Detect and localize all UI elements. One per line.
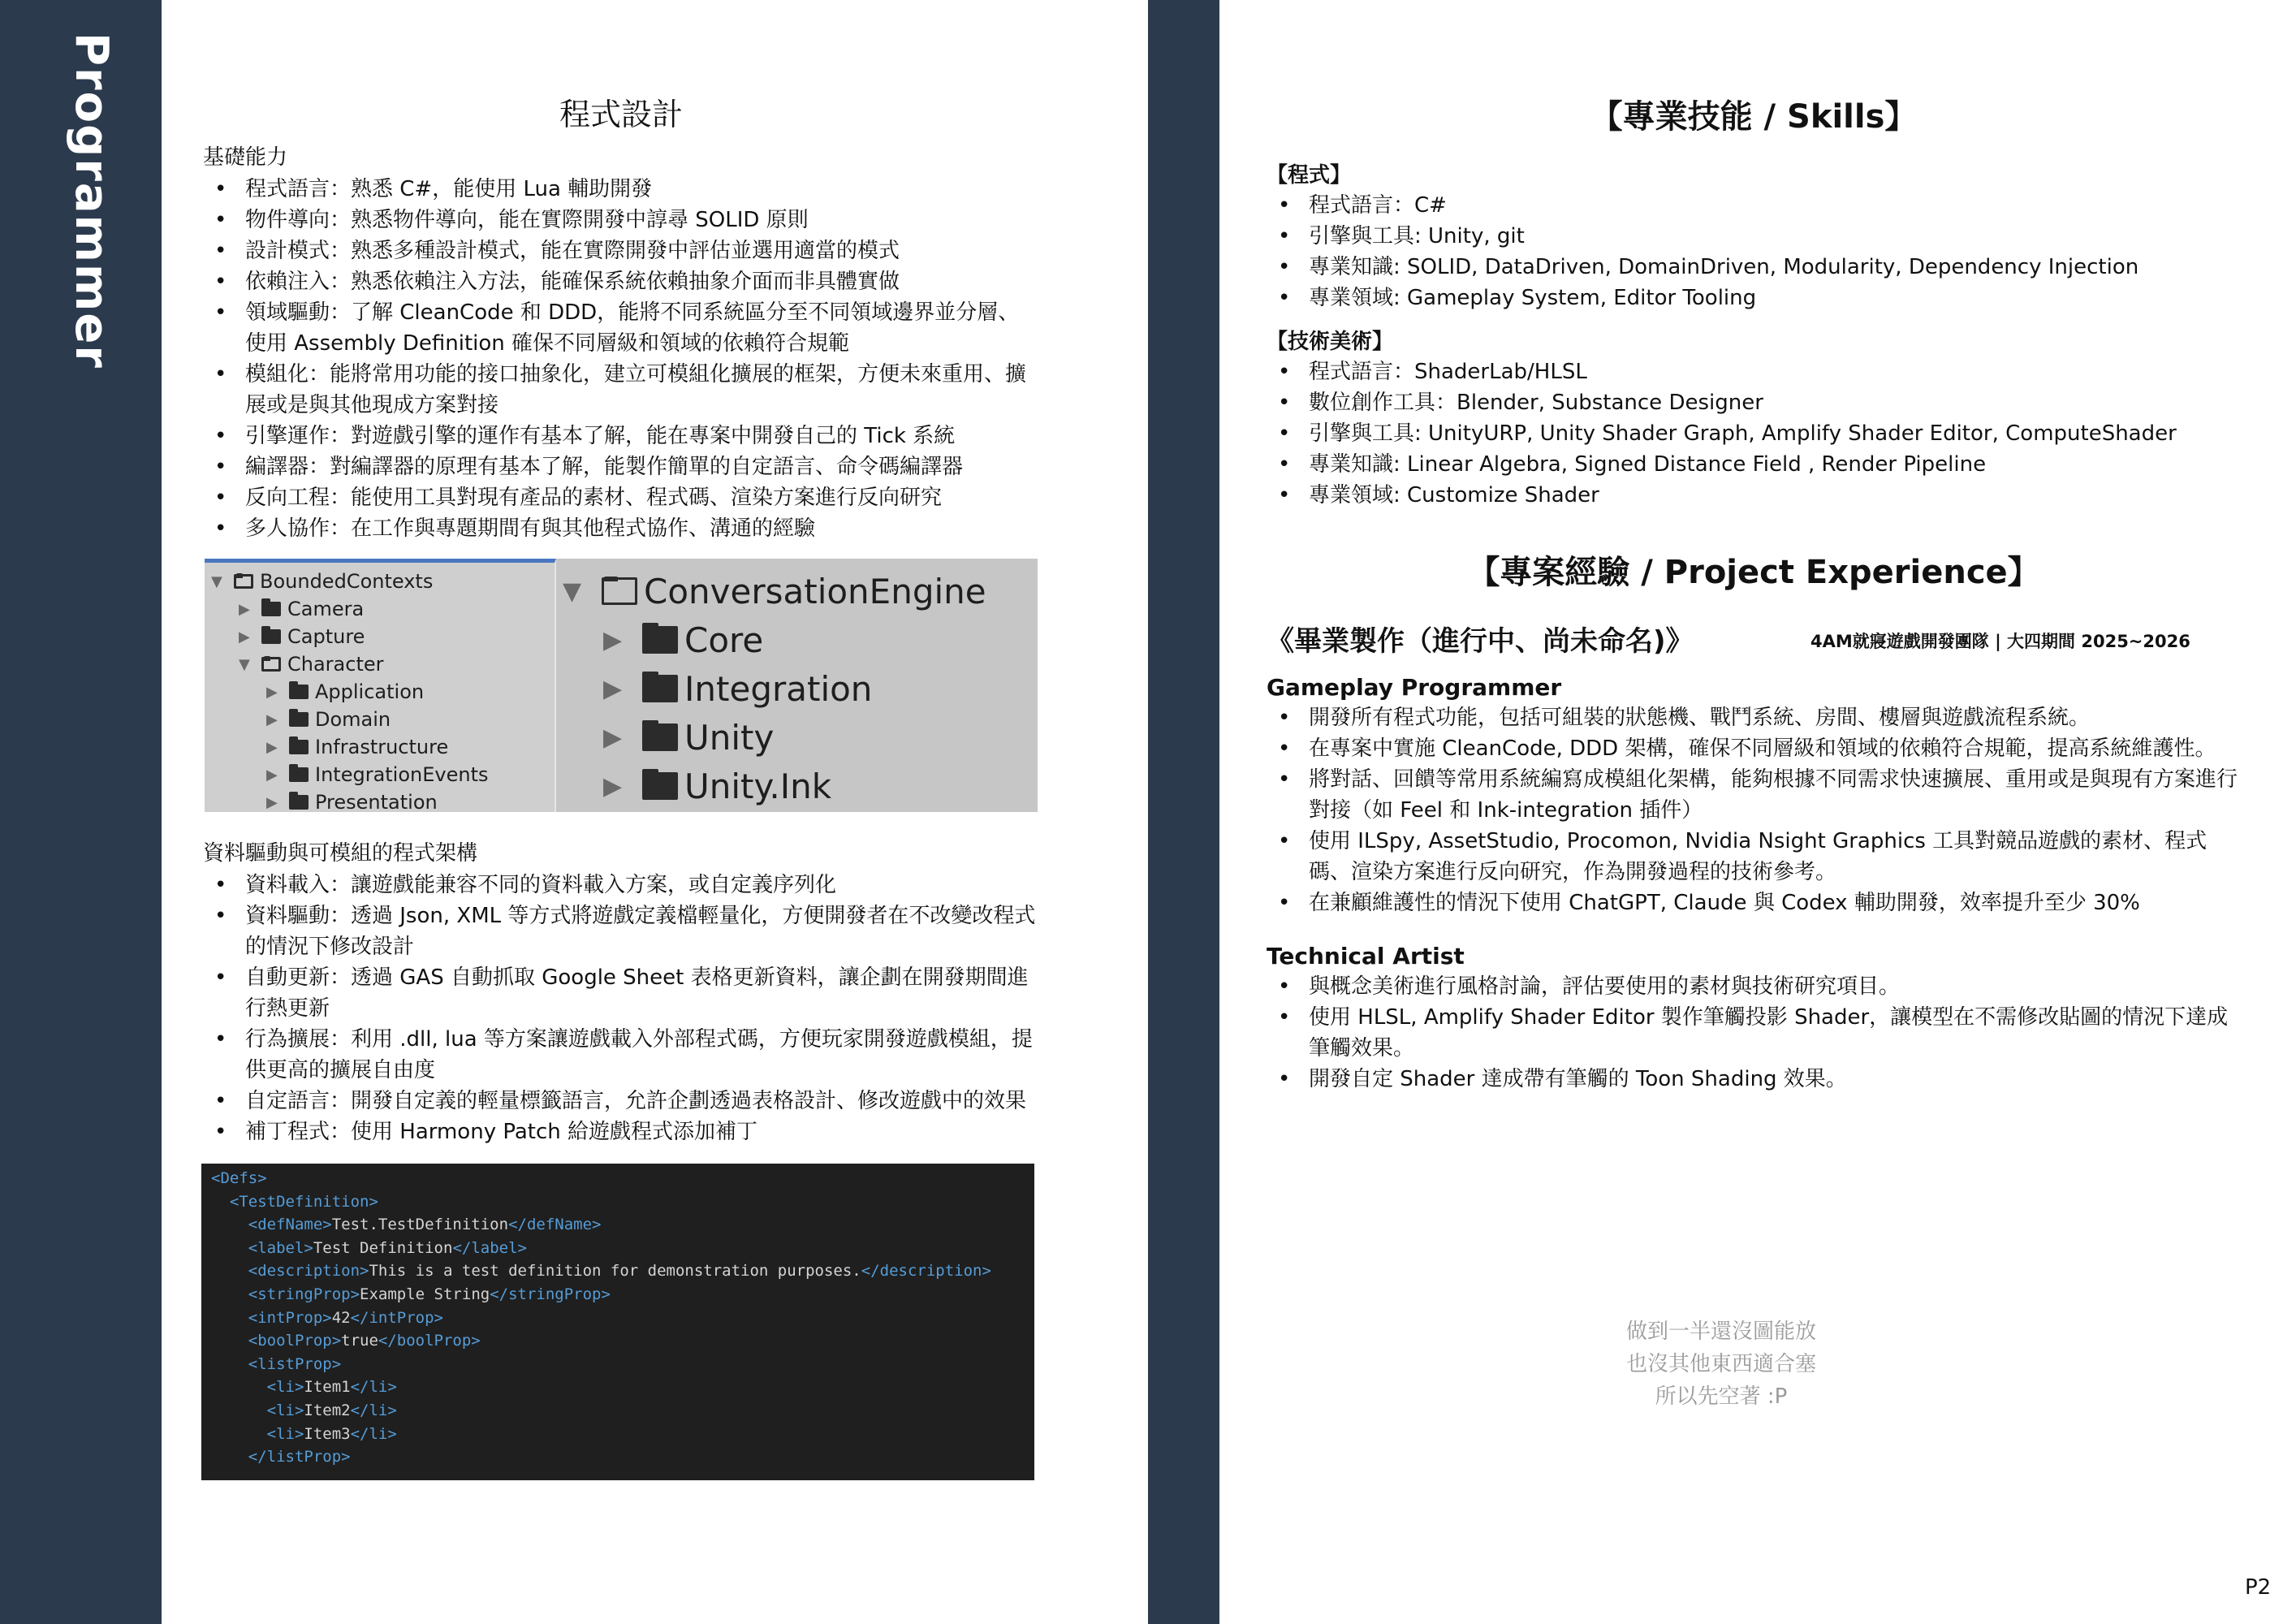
code-line: <listProp> [248, 1354, 342, 1373]
list-item: • 自定語言：開發自定義的輕量標籤語言，允許企劃透過表格設計、修改遊戲中的效果 [203, 1086, 1039, 1116]
placeholder-line: 所以先空著 :P [1655, 1384, 1788, 1409]
code-line: <li>Item2</li> [266, 1401, 397, 1419]
collapsed-triangle-icon: ▶ [266, 738, 278, 756]
code-line: </listProp> [248, 1448, 351, 1466]
data-driven-list [203, 870, 1039, 1147]
folder-icon [642, 772, 678, 800]
list-item: • 引擎與工具: Unity, git [1267, 221, 2241, 252]
skills-title: 【專業技能 / Skills】 [1590, 98, 1918, 136]
basic-skills-list [203, 174, 1039, 544]
code-line: <stringProp>Example String</stringProp> [248, 1285, 611, 1303]
folder-label: Capture [287, 625, 365, 648]
programming-heading: 【程式】 [1267, 163, 1352, 188]
list-item: • 補丁程式：使用 Harmony Patch 給遊戲程式添加補丁 [203, 1116, 1039, 1147]
folder-node [211, 678, 555, 706]
list-item: • 與概念美術進行風格討論，評估要使用的素材與技術研究項目。 [1267, 971, 2241, 1002]
programming-skills-list [1267, 190, 2241, 313]
folder-label: IntegrationEvents [315, 763, 489, 786]
expanded-triangle-icon: ▼ [211, 572, 222, 590]
folder-label: Application [315, 680, 425, 703]
expanded-triangle-icon: ▼ [239, 655, 250, 673]
list-item: • 數位創作工具：Blender, Substance Designer [1267, 387, 2241, 418]
folder-node [563, 664, 1038, 713]
folder-label: Unity [684, 717, 775, 758]
folder-label: Core [684, 620, 764, 660]
folder-icon [261, 602, 281, 616]
placeholder-line: 做到一半還沒圖能放 [1625, 1320, 1816, 1344]
list-item: • 編譯器：對編譯器的原理有基本了解，能製作簡單的自定語言、命令碼編譯器 [203, 451, 1039, 482]
collapsed-triangle-icon: ▶ [266, 766, 278, 784]
folder-label: BoundedContexts [260, 570, 434, 593]
folder-label: ConversationEngine [644, 571, 986, 611]
tech-art-skills-list [1267, 356, 2241, 511]
folder-label: Presentation [315, 791, 438, 814]
placeholder-line: 也沒其他東西適合塞 [1625, 1352, 1816, 1376]
collapsed-triangle-icon: ▶ [239, 600, 250, 618]
code-line: <boolProp>true</boolProp> [248, 1332, 481, 1350]
folder-node [211, 761, 555, 788]
folder-icon [289, 767, 309, 782]
folder-label: Camera [287, 598, 365, 620]
folder-icon [642, 723, 678, 751]
expanded-triangle-icon: ▼ [563, 577, 582, 606]
placeholder-note [1543, 1315, 1900, 1413]
folder-icon [289, 712, 309, 727]
list-item: • 在兼顧維護性的情況下使用 ChatGPT, Claude 與 Codex 輔助開發，效率提升至少 30% [1267, 888, 2241, 918]
page-divider-band [1148, 0, 1219, 1624]
project-name: 《畢業製作（進行中、尚未命名)》 [1267, 625, 1694, 658]
folder-open-icon [234, 574, 253, 589]
list-item: • 開發所有程式功能，包括可組裝的狀態機、戰鬥系統、房間、樓層與遊戲流程系統。 [1267, 702, 2241, 733]
conversation-engine-tree [556, 559, 1038, 812]
folder-open-icon [602, 577, 637, 605]
folder-node [211, 595, 555, 623]
list-item: • 領域驅動：了解 CleanCode 和 DDD，能將不同系統區分至不同領域邊界並分層、使用 Assembly Definition 確保不同層級和領域的依賴符合規範 [203, 297, 1039, 359]
list-item: • 使用 HLSL, Amplify Shader Editor 製作筆觸投影 Shader，讓模型在不需修改貼圖的情況下達成筆觸效果。 [1267, 1002, 2241, 1064]
left-page [203, 89, 1039, 1480]
list-item: • 引擎運作：對遊戲引擎的運作有基本了解，能在專案中開發自己的 Tick 系統 [203, 421, 1039, 451]
list-item: • 程式語言：C# [1267, 190, 2241, 221]
list-item: • 資料驅動：透過 Json, XML 等方式將遊戲定義檔輕量化，方便開發者在不改變改程式的情況下修改設計 [203, 901, 1039, 962]
gameplay-role-heading: Gameplay Programmer [1267, 674, 1562, 701]
code-line: <label>Test Definition</label> [248, 1238, 527, 1257]
folder-node [211, 623, 555, 650]
folder-label: Domain [315, 708, 391, 731]
folder-node [211, 568, 555, 595]
folder-node [211, 733, 555, 761]
project-team: 4AM就寢遊戲開發團隊 | 大四期間 2025~2026 [1810, 632, 2190, 651]
folder-icon [261, 629, 281, 644]
folder-node [211, 650, 555, 678]
folder-label: Unity.Ink [684, 766, 832, 806]
collapsed-triangle-icon: ▶ [603, 625, 623, 654]
list-item: • 依賴注入：熟悉依賴注入方法，能確保系統依賴抽象介面而非具體實做 [203, 266, 1039, 297]
tech-art-heading: 【技術美術】 [1267, 330, 1394, 354]
list-item: • 專業知識: Linear Algebra, Signed Distance Field , Render Pipeline [1267, 449, 2241, 480]
list-item: • 使用 ILSpy, AssetStudio, Procomon, Nvidia Nsight Graphics 工具對競品遊戲的素材、程式碼、渲染方案進行反向研究，作為開發過程的技術參考。 [1267, 826, 2241, 888]
collapsed-triangle-icon: ▶ [266, 683, 278, 701]
section-title-programming: 程式設計 [559, 97, 683, 132]
code-line: <TestDefinition> [229, 1192, 378, 1211]
folder-open-icon [261, 657, 281, 672]
collapsed-triangle-icon: ▶ [266, 793, 278, 811]
code-line: <li>Item3</li> [266, 1424, 397, 1443]
folder-label: Character [287, 653, 384, 676]
right-page [1267, 91, 2241, 1095]
code-line: <li>Item1</li> [266, 1378, 397, 1397]
collapsed-triangle-icon: ▶ [266, 710, 278, 728]
code-line: <Defs> [211, 1169, 267, 1187]
list-item: • 模組化：能將常用功能的接口抽象化，建立可模組化擴展的框架，方便未來重用、擴展或是與其他現成方案對接 [203, 359, 1039, 421]
code-line: <intProp>42</intProp> [248, 1308, 443, 1327]
folder-node [563, 713, 1038, 762]
collapsed-triangle-icon: ▶ [603, 771, 623, 801]
list-item: • 物件導向：熟悉物件導向，能在實際開發中諄尋 SOLID 原則 [203, 205, 1039, 235]
basic-skills-heading: 基礎能力 [203, 145, 288, 170]
code-line: <defName>Test.TestDefinition</defName> [248, 1216, 602, 1234]
folder-icon [289, 685, 309, 699]
collapsed-triangle-icon: ▶ [603, 723, 623, 752]
list-item: • 自動更新：透過 GAS 自動抓取 Google Sheet 表格更新資料，讓企劃在開發期間進行熱更新 [203, 962, 1039, 1024]
folder-icon [642, 626, 678, 654]
bounded-contexts-tree [205, 559, 556, 812]
gameplay-duties-list [1267, 702, 2241, 918]
folder-node [563, 762, 1038, 810]
experience-title: 【專案經驗 / Project Experience】 [1467, 554, 2040, 591]
data-driven-heading: 資料驅動與可模組的程式架構 [203, 841, 478, 866]
list-item: • 開發自定 Shader 達成帶有筆觸的 Toon Shading 效果。 [1267, 1064, 2241, 1095]
list-item: • 程式語言：ShaderLab/HLSL [1267, 356, 2241, 387]
tech-artist-role-heading: Technical Artist [1267, 943, 1465, 970]
list-item: • 專業領域: Customize Shader [1267, 480, 2241, 511]
folder-label: Integration [684, 668, 873, 709]
list-item: • 引擎與工具: UnityURP, Unity Shader Graph, Amplify Shader Editor, ComputeShader [1267, 418, 2241, 449]
list-item: • 資料載入：讓遊戲能兼容不同的資料載入方案，或自定義序列化 [203, 870, 1039, 901]
folder-icon [289, 795, 309, 810]
sidebar-title: Programmer [65, 32, 118, 369]
folder-icon [289, 740, 309, 754]
list-item: • 反向工程：能使用工具對現有產品的素材、程式碼、渲染方案進行反向研究 [203, 482, 1039, 513]
collapsed-triangle-icon: ▶ [239, 628, 250, 646]
list-item: • 將對話、回饋等常用系統編寫成模組化架構，能夠根據不同需求快速擴展、重用或是與現有方案進行對接（如 Feel 和 Ink-integration 插件） [1267, 764, 2241, 826]
list-item: • 在專案中實施 CleanCode, DDD 架構，確保不同層級和領域的依賴符合規範，提高系統維護性。 [1267, 733, 2241, 764]
list-item: • 設計模式：熟悉多種設計模式，能在實際開發中評估並選用適當的模式 [203, 235, 1039, 266]
list-item: • 多人協作：在工作與專題期間有與其他程式協作、溝通的經驗 [203, 513, 1039, 544]
code-line: <description>This is a test definition for demonstration purposes.</description> [248, 1262, 991, 1281]
folder-node [211, 788, 555, 816]
collapsed-triangle-icon: ▶ [603, 674, 623, 703]
page-number: P2 [2245, 1575, 2272, 1600]
folder-structure-screenshot [205, 559, 1038, 812]
project-header [1267, 619, 2241, 667]
xml-code-screenshot [201, 1164, 1034, 1480]
folder-icon [642, 675, 678, 702]
list-item: • 程式語言：熟悉 C#，能使用 Lua 輔助開發 [203, 174, 1039, 205]
list-item: • 專業領域: Gameplay System, Editor Tooling [1267, 283, 2241, 313]
left-sidebar-band [0, 0, 162, 1624]
folder-label: Infrastructure [315, 736, 449, 758]
list-item: • 專業知識: SOLID, DataDriven, DomainDriven, Modularity, Dependency Injection [1267, 252, 2241, 283]
folder-node [211, 706, 555, 733]
tech-artist-duties-list [1267, 971, 2241, 1095]
folder-node [563, 567, 1038, 615]
folder-node [563, 615, 1038, 664]
list-item: • 行為擴展：利用 .dll, lua 等方案讓遊戲載入外部程式碼，方便玩家開發遊戲模組，提供更高的擴展自由度 [203, 1024, 1039, 1086]
